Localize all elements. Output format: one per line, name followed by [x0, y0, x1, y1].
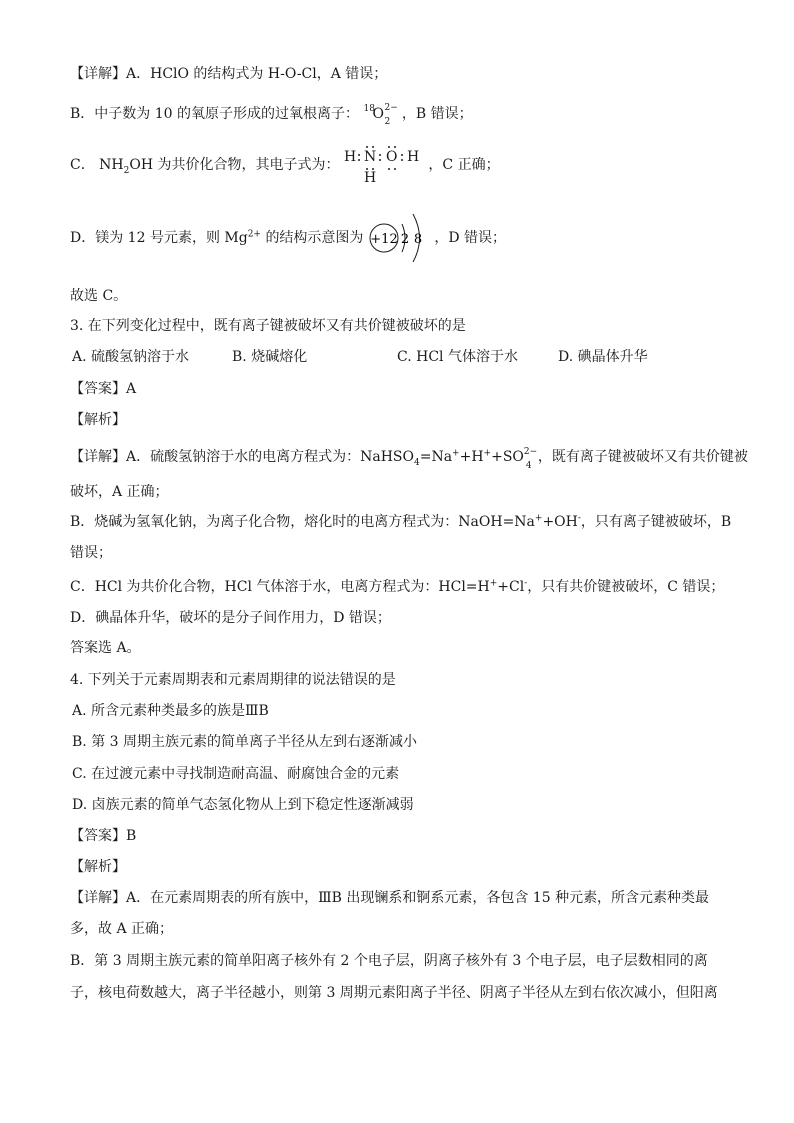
detail-c-result: ，C 正确； [428, 157, 500, 173]
answer-3 [70, 379, 136, 399]
sulfate-sup: 2− [523, 447, 538, 457]
q4-option-a [72, 701, 269, 721]
sup-oh: - [577, 513, 581, 524]
analysis-3-heading [70, 410, 126, 430]
q4-option-c-text: C. 在过渡元素中寻找制造耐高温、耐腐蚀合金的元素 [72, 766, 400, 782]
q4-option-a-text: A. 所含元素种类最多的族是ⅢB [72, 703, 269, 719]
q3-option-d-text: D. 碘晶体升华 [558, 349, 648, 365]
mg-ion-structure-diagram [368, 210, 430, 266]
mg-nucleus-charge: +12 [370, 232, 398, 247]
q3-detail-a [70, 447, 748, 471]
q3-detail-a-part3: +H [459, 449, 484, 465]
formula-nh: NH [99, 157, 124, 173]
q3-detail-d-text: D．碘晶体升华，破坏的是分子间作用力，D 错误； [70, 610, 391, 626]
q4-option-b [72, 732, 417, 752]
detail-d-result: ，D 错误； [434, 230, 507, 246]
q3-detail-a-part5: ，既有离子键被破坏又有共价键被 [537, 449, 748, 465]
lewis-h-left: H [343, 149, 357, 165]
sup-cl: - [524, 578, 528, 589]
formula-oh: OH [129, 157, 154, 173]
q4-option-b-text: B. 第 3 周期主族元素的简单离子半径从左到右逐渐减小 [72, 734, 417, 750]
q3-option-c-text: C. HCl 气体溶于水 [397, 349, 518, 365]
lewis-h-right: H [406, 149, 420, 165]
answer-4-value: B [126, 828, 137, 844]
question-4 [70, 670, 396, 690]
peroxide-ion-formula [363, 103, 398, 127]
q3-detail-a-cont [70, 482, 169, 502]
q4-option-c [72, 764, 399, 784]
q3-answer-end-text: 答案选 A。 [70, 640, 141, 656]
q4-option-d-text: D. 卤族元素的简单气态氢化物从上到下稳定性逐渐减弱 [72, 797, 414, 813]
detail-a-text: 【详解】A．HClO 的结构式为 H-O-Cl，A 错误； [70, 66, 388, 82]
detail-a-line [70, 64, 387, 84]
q4-detail-b-text: B．第 3 周期主族元素的简单阳离子核外有 2 个电子层，阴离子核外有 3 个电子层，电子层数相同的离 [70, 953, 708, 969]
q3-answer-end [70, 638, 141, 658]
detail-c-line [70, 143, 500, 187]
q3-detail-c [70, 577, 724, 597]
sulfate-charge [523, 447, 538, 471]
q4-detail-a [70, 888, 709, 908]
q3-detail-c-part1: C．HCl 为共价化合物，HCl 气体溶于水，电离方程式为：HCl=H [70, 579, 490, 595]
sub-4: 4 [413, 457, 420, 468]
answer-4 [70, 826, 136, 846]
oxygen-symbol: O [372, 106, 384, 122]
detail-b-line [70, 103, 473, 127]
q3-detail-b-part3: ，只有离子键被破坏，B [580, 514, 732, 530]
analysis-4-heading [70, 857, 126, 877]
detail-d-text: D．镁为 12 号元素，则 [70, 230, 220, 246]
sulfate-sub: 4 [525, 461, 532, 471]
sup-plus-2: + [483, 448, 492, 459]
q3-detail-a-cont-text: 破坏，A 正确； [70, 484, 169, 500]
q3-detail-b-part2: +OH [542, 514, 578, 530]
q3-detail-a-part2: =Na [419, 449, 453, 465]
isotope-mass-number: 18 [363, 104, 375, 114]
sup-plus-1: + [452, 448, 460, 459]
answer-value: A [126, 381, 137, 397]
q3-option-d [558, 347, 648, 367]
detail-c-prefix: C． [70, 157, 95, 173]
q4-detail-a-cont-text: 多，故 A 正确； [70, 921, 174, 937]
mg-shell-1: 2 [400, 232, 410, 247]
q3-detail-a-part4: +SO [491, 449, 524, 465]
q3-option-b [232, 347, 307, 367]
q3-detail-c-part3: ，只有共价键被破坏，C 错误； [527, 579, 725, 595]
q3-detail-c-part2: +Cl [497, 579, 525, 595]
q3-detail-a-part1: 【详解】A．硫酸氢钠溶于水的电离方程式为：NaHSO [70, 449, 414, 465]
sup-na: + [534, 513, 543, 524]
q3-detail-b [70, 512, 731, 532]
lewis-n: N [363, 149, 377, 165]
detail-d-line [70, 210, 506, 266]
q3-detail-b-cont [70, 543, 112, 563]
detail-d-text2: 的结构示意图为 [265, 230, 364, 246]
q4-detail-b-cont-text: 子，核电荷数越大，离子半径越小，则第 3 周期元素阳离子半径、阴离子半径从左到右依次减小，但阳离 [70, 985, 718, 1001]
analysis-label: 【解析】 [70, 412, 126, 428]
q3-detail-b-part1: B．烧碱为氢氧化钠，为离子化合物，熔化时的电离方程式为：NaOH=Na [70, 514, 535, 530]
mg-symbol: Mg [224, 230, 248, 246]
q3-detail-d [70, 608, 391, 628]
answer-4-label: 【答案】 [70, 828, 126, 844]
ion-subscript: 2 [384, 117, 391, 127]
formula-subscript: 2 [123, 165, 130, 176]
q3-option-a-text: A. 硫酸氢钠溶于水 [72, 349, 190, 365]
detail-b-text: B．中子数为 10 的氧原子形成的过氧根离子： [70, 106, 360, 122]
question-3-text: 3. 在下列变化过程中，既有离子键被破坏又有共价键被破坏的是 [70, 318, 466, 334]
choose-c-text: 故选 C。 [70, 288, 128, 304]
mg-shell-2: 8 [413, 232, 423, 247]
question-3 [70, 316, 466, 336]
choose-c-line [70, 286, 127, 306]
q3-option-c [397, 347, 518, 367]
ion-charge: 2− [384, 103, 398, 113]
mg-charge: 2+ [247, 229, 261, 240]
electron-formula-diagram [344, 143, 424, 187]
q4-option-d [72, 795, 414, 815]
analysis-4-label: 【解析】 [70, 859, 126, 875]
q4-detail-a-text: 【详解】A．在元素周期表的所有族中，ⅢB 出现镧系和锕系元素，各包含 15 种元素，所含元素种类最 [70, 890, 710, 906]
detail-c-text: 为共价化合物，其电子式为： [157, 157, 340, 173]
answer-label: 【答案】 [70, 381, 126, 397]
hydroxylamine-formula [99, 157, 154, 176]
q4-detail-b-cont [70, 983, 718, 1003]
q3-option-a [72, 347, 189, 367]
q4-detail-b [70, 951, 708, 971]
q4-detail-a-cont [70, 919, 173, 939]
detail-b-result: ，B 错误； [401, 106, 473, 122]
q3-detail-b-cont-text: 错误； [70, 545, 112, 561]
lewis-o: O [385, 149, 398, 165]
question-4-text: 4. 下列关于元素周期表和元素周期律的说法错误的是 [70, 672, 396, 688]
q3-option-b-text: B. 烧碱熔化 [232, 349, 308, 365]
lewis-h-bottom: H [363, 170, 377, 186]
sup-h: + [489, 578, 498, 589]
